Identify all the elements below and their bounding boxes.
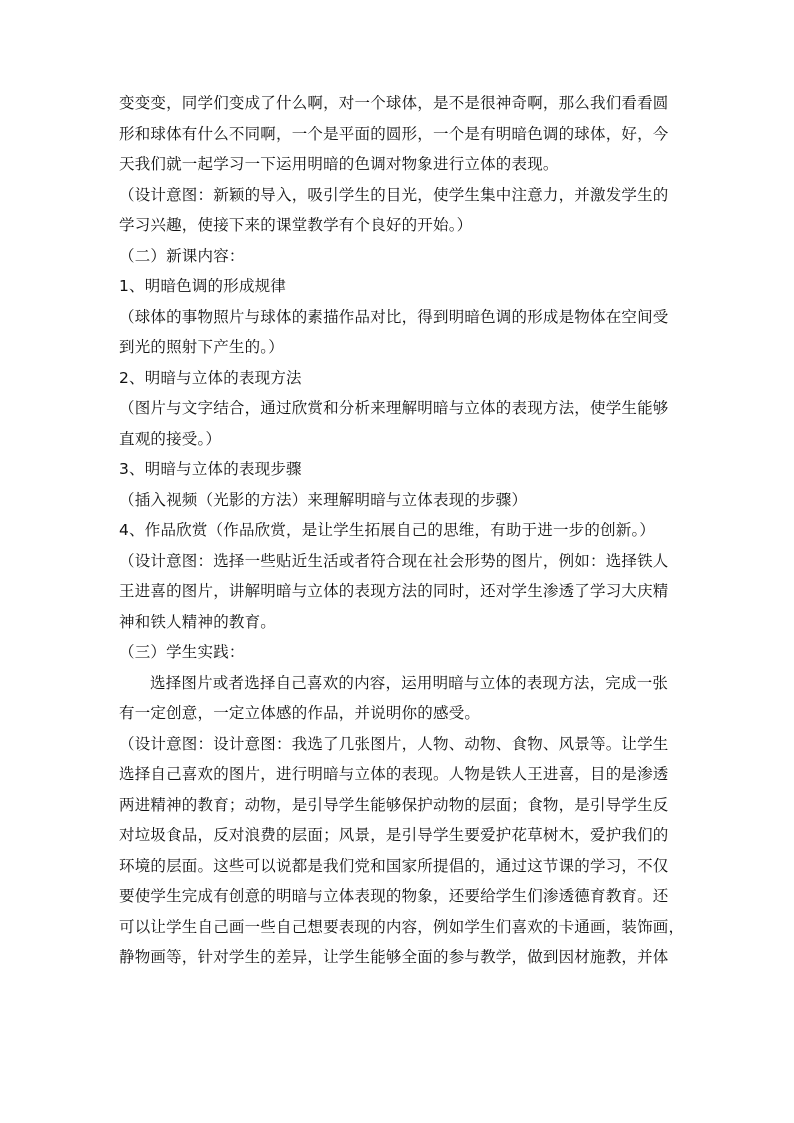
document-body [119, 88, 685, 973]
subsection-heading: 2、明暗与立体的表现方法 [119, 368, 302, 387]
text-line: 形和球体有什么不同啊，一个是平面的圆形，一个是有明暗色调的球体，好，今 [119, 124, 669, 143]
text-line: （球体的事物照片与球体的素描作品对比，得到明暗色调的形成是物体在空间受 [119, 307, 669, 326]
text-line: 有一定创意，一定立体感的作品，并说明你的感受。 [119, 704, 481, 722]
design-intent-note: 学习兴趣，使接下来的课堂教学有个良好的开始。） [119, 216, 473, 234]
design-intent-note: 王进喜的图片，讲解明暗与立体的表现方法的同时，还对学生渗透了学习大庆精 [119, 582, 669, 600]
text-line: 到光的照射下产生的。） [119, 338, 284, 356]
design-intent-note: 静物画等，针对学生的差异，让学生能够全面的参与教学，做到因材施教，并体 [119, 948, 669, 966]
design-intent-note: 两进精神的教育；动物，是引导学生能够保护动物的层面；食物，是引导学生反 [119, 795, 669, 814]
subsection-heading: 3、明暗与立体的表现步骤 [119, 460, 302, 478]
design-intent-note: （设计意图：选择一些贴近生活或者符合现在社会形势的图片，例如：选择铁人 [119, 551, 669, 570]
text-line: 选择图片或者选择自己喜欢的内容，运用明暗与立体的表现方法，完成一张 [150, 673, 669, 692]
design-intent-note: 可以让学生自己画一些自己想要表现的内容，例如学生们喜欢的卡通画，装饰画， [119, 917, 685, 936]
design-intent-note: 神和铁人精神的教育。 [119, 612, 277, 631]
text-line: 变变变，同学们变成了什么啊，对一个球体，是不是很神奇啊，那么我们看看圆 [119, 94, 669, 112]
subsection-heading: 1、明暗色调的形成规律 [119, 277, 287, 295]
design-intent-note: 选择自己喜欢的图片，进行明暗与立体的表现。人物是铁人王进喜，目的是渗透 [119, 765, 669, 783]
text-line: （图片与文字结合，通过欣赏和分析来理解明暗与立体的表现方法，使学生能够 [119, 399, 669, 417]
design-intent-note: 对垃圾食品，反对浪费的层面；风景，是引导学生要爱护花草树木，爱护我们的 [119, 826, 669, 844]
design-intent-note: （设计意图：设计意图：我选了几张图片，人物、动物、食物、风景等。让学生 [119, 734, 669, 753]
section-heading: （三）学生实践： [119, 643, 245, 661]
design-intent-note: 要使学生完成有创意的明暗与立体表现的物象，还要给学生们渗透德育教育。还 [119, 887, 669, 905]
section-heading: （二）新课内容： [119, 246, 245, 265]
design-intent-note: （设计意图：新颖的导入，吸引学生的目光，使学生集中注意力，并激发学生的 [119, 185, 669, 204]
subsection-heading: 4、作品欣赏（作品欣赏，是让学生拓展自己的思维，有助于进一步的创新。） [119, 521, 656, 539]
design-intent-note: 环境的层面。这些可以说都是我们党和国家所提倡的，通过这节课的学习，不仅 [119, 856, 669, 875]
text-line: 直观的接受。） [119, 429, 222, 448]
text-line: 天我们就一起学习一下运用明暗的色调对物象进行立体的表现。 [119, 155, 559, 173]
text-line: （插入视频（光影的方法）来理解明暗与立体表现的步骤） [119, 490, 528, 509]
